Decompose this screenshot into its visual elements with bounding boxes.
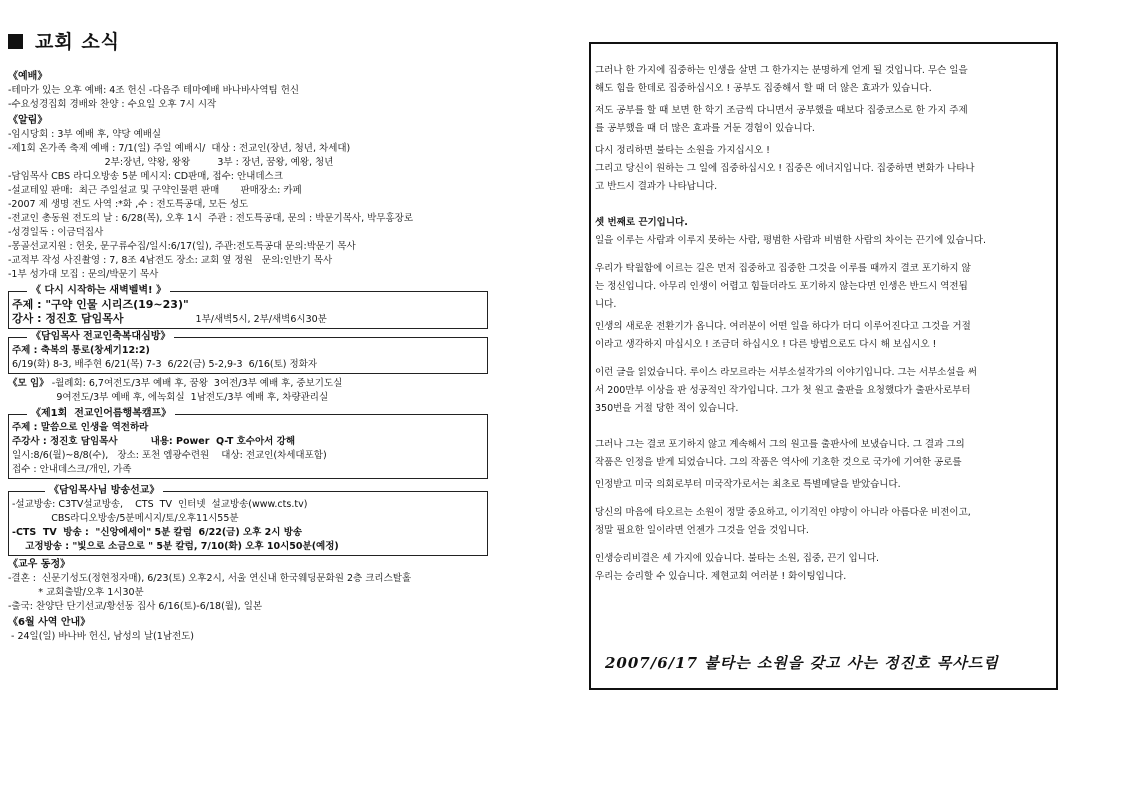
notice-item: -임시당회 : 3부 예배 후, 약당 예배실 <box>8 129 162 140</box>
worship-heading: 《예배》 <box>8 71 48 82</box>
broadcast-header: 《담임목사님 방송선교》 <box>45 484 163 498</box>
broadcast-line: -설교방송: C3TV설교방송, CTS TV 인터넷 설교방송(www.cts.tv) <box>12 499 308 510</box>
church-news-panel <box>8 30 488 644</box>
notice-item: -담임목사 CBS 라디오방송 5분 메시지: CD판매, 접수: 안내데스크 <box>8 171 283 182</box>
pastoral-visit-box <box>8 331 488 374</box>
page-title <box>8 30 488 54</box>
pastoral-visit-dates: 6/19(화) 8-3, 배주현 6/21(목) 7-3 6/22(금) 5-2,9-3 6/16(토) 정화자 <box>12 359 318 370</box>
column-paragraph: 이런 글을 읽었습니다. 루이스 라모르라는 서부소설작가의 이야기입니다. 그는 서부소설을 써 서 200만부 이상을 판 성공적인 작가입니다. 그가 첫 원고 출판을 요청했다가 출판사로부터 350번을 거절 당한 적이 있습니다. <box>595 367 977 414</box>
gatherings-line: 《모 임》 -월례회: 6,7여전도/3부 예배 후, 꿈왕 3여전/3부 예배 후, 중보기도실 <box>8 378 343 389</box>
column-paragraph: 인생의 새로운 전환기가 옵니다. 여러분이 어떤 일을 하다가 더디 이루어진다고 그것을 거절 이라고 생각하지 마십시오 ! 조금더 하십시오 ! 다른 방법으로도 다시 해 보십시오 ! <box>595 321 971 350</box>
summer-camp-box <box>8 408 488 479</box>
broadcast-line: 고정방송 : "빛으로 소금으로 " 5분 칼럼, 7/10(화) 오후 10시50분(예정) <box>12 541 339 552</box>
notice-item: -교적부 작성 사진촬영 : 7, 8조 4남전도 장소: 교회 옆 정원 문의:인반기 목사 <box>8 255 333 266</box>
column-paragraph: 그러나 그는 결코 포기하지 않고 계속해서 그의 원고를 출판사에 보냈습니다. 그 결과 그의 작품은 인정을 받게 되었습니다. 그의 작품은 역사에 기초한 것으로 국가에 기여한 공로를 <box>595 439 965 468</box>
column-paragraph: 인생승리비결은 세 가지에 있습니다. 불타는 소원, 집중, 끈기 입니다. 우리는 승리할 수 있습니다. 제현교회 여러분 ! 화이팅입니다. <box>595 553 880 582</box>
page-title-text: 교회 소식 <box>35 31 121 53</box>
members-line: * 교회출발/오후 1시30분 <box>8 587 144 598</box>
column-paragraph: 우리가 탁월함에 이르는 길은 먼저 집중하고 집중한 그것을 이루를 때까지 결코 포기하지 않 는 정신입니다. 아무리 인생이 어렵고 힘들더라도 포기하지 않는다면 인생은 반드시 역전됩 니다. <box>595 263 971 310</box>
summer-camp-theme: 주제 : 말씀으로 인생을 역전하라 <box>12 422 149 433</box>
column-paragraph: 당신의 마음에 타오르는 소원이 정말 중요하고, 이기적인 야망이 아니라 아름다운 비전이고, 정말 필요한 일이라면 언젠가 그것을 얻을 것입니다. <box>595 507 971 536</box>
summer-camp-registration: 접수 : 안내데스크/개인, 가족 <box>12 464 132 475</box>
worship-line: -수요성경집회 경배와 찬양 : 수요일 오후 7시 시작 <box>8 99 217 110</box>
notice-item: -제1회 온가족 축제 예배 : 7/1(일) 주일 예배시/ 대상 : 전교인(장년, 청년, 차세대) <box>8 143 351 154</box>
notice-item: -설교테잎 판매: 최근 주일설교 및 구약인물편 판매 판매장소: 카페 <box>8 185 302 196</box>
june-ministry-heading: 《6월 사역 안내》 <box>8 617 91 628</box>
notices-list <box>8 128 488 282</box>
worship-line: -테마가 있는 오후 예배: 4조 헌신 -다음주 테마예배 바나바사역팀 헌신 <box>8 85 300 96</box>
summer-camp-speaker: 주강사 : 정진호 담임목사 내용: Power Q-T 호수아서 강해 <box>12 436 295 447</box>
pastor-column-box <box>589 42 1058 690</box>
column-paragraph: 그러나 한 가지에 집중하는 인생을 살면 그 한가지는 분명하게 얻게 될 것입니다. 무슨 일을 해도 힘을 한데로 집중하십시오 ! 공부도 집중해서 할 때 더 않은 효과가 있습니다. <box>595 65 968 94</box>
notice-item: -몽골선교지원 : 헌옷, 문구류수집/일시:6/17(일), 주관:전도특공대 문의:박문기 목사 <box>8 241 356 252</box>
june-ministry-line: - 24일(일) 바나바 헌신, 남성의 날(1남전도) <box>8 631 195 642</box>
column-paragraph: 다시 정리하면 불타는 소원을 가지십시오 ! 그리고 당신이 원하는 그 일에 집중하십시오 ! 집중은 에너지입니다. 집중하면 변화가 나타나 고 반드시 결과가 나타납니다. <box>595 145 975 192</box>
members-line: -결혼 : 신문기성도(정현정자매), 6/23(토) 오후2시, 서울 연신내 한국웨딩문화원 2층 크리스탈홀 <box>8 573 412 584</box>
summer-camp-when: 일시:8/6(월)~8/8(수), 장소: 포천 엠광수련원 대상: 전교인(차세대포함) <box>12 450 327 461</box>
notice-item: 2부:장년, 약왕, 왕왕 3부 : 장년, 꿈왕, 예왕, 청년 <box>8 157 334 168</box>
notice-item: -전교인 총동원 전도의 날 : 6/28(목), 오후 1시 주관 : 전도특공대, 문의 : 박문기목사, 박무홍장로 <box>8 213 414 224</box>
column-paragraph: 저도 공부를 할 때 보면 한 학기 조금씩 다니면서 공부했을 때보다 집중코스로 한 가지 주제 를 공부했을 때 더 많은 효과를 거둔 경험이 있습니다. <box>595 105 968 134</box>
pastoral-visit-header: 《담임목사 전교인축복대심방》 <box>27 330 174 344</box>
broadcast-line: CBS라디오방송/5분메시지/토/오후11시55분 <box>12 513 239 524</box>
column-paragraph: 일을 이루는 사람과 이루지 못하는 사람, 평범한 사람과 비범한 사람의 차이는 끈기에 있습니다. <box>595 235 987 246</box>
column-heading: 셋 번째로 끈기입니다. <box>595 217 688 228</box>
square-bullet-icon <box>8 34 23 49</box>
dawn-prayer-speaker: 강사 : 정진호 담임목사 1부/새벽5시, 2부/새벽6시30분 <box>12 312 327 325</box>
broadcast-box <box>8 485 488 556</box>
column-paragraph: 인정받고 미국 의회로부터 미국작가로서는 최초로 특별메달을 받았습니다. <box>595 479 901 490</box>
broadcast-line: -CTS TV 방송 : "신앙에세이" 5분 칼럼 6/22(금) 오후 2시 방송 <box>12 527 303 538</box>
dawn-prayer-theme: 주제 : "구약 인물 시리즈(19~23)" <box>12 298 189 311</box>
pastor-signature: 2007/6/17 불타는 소원을 갖고 사는 정진호 목사드림 <box>605 654 999 672</box>
notice-item: -1부 성가대 모집 : 문의/박문기 목사 <box>8 269 159 280</box>
notice-item: -2007 제 생명 전도 사역 :*화 ,수 : 전도특공대, 모든 성도 <box>8 199 249 210</box>
members-line: -출국: 찬양단 단기선교/황선동 집사 6/16(토)-6/18(월), 일본 <box>8 601 263 612</box>
pastoral-visit-theme: 주제 : 축복의 통로(창세기12:2) <box>12 345 150 356</box>
summer-camp-header: 《제1회 전교인어름행복캠프》 <box>27 407 175 421</box>
gatherings-line: 9여전도/3부 예배 후, 에녹회실 1남전도/3부 예배 후, 차량관리실 <box>8 392 329 403</box>
dawn-prayer-box <box>8 285 488 329</box>
notices-heading: 《알림》 <box>8 115 48 126</box>
dawn-prayer-header: 《 다시 시작하는 새벽벨벽! 》 <box>27 284 170 298</box>
members-heading: 《교우 동정》 <box>8 559 71 570</box>
notice-item: -성경일독 : 이금덕집사 <box>8 227 104 238</box>
